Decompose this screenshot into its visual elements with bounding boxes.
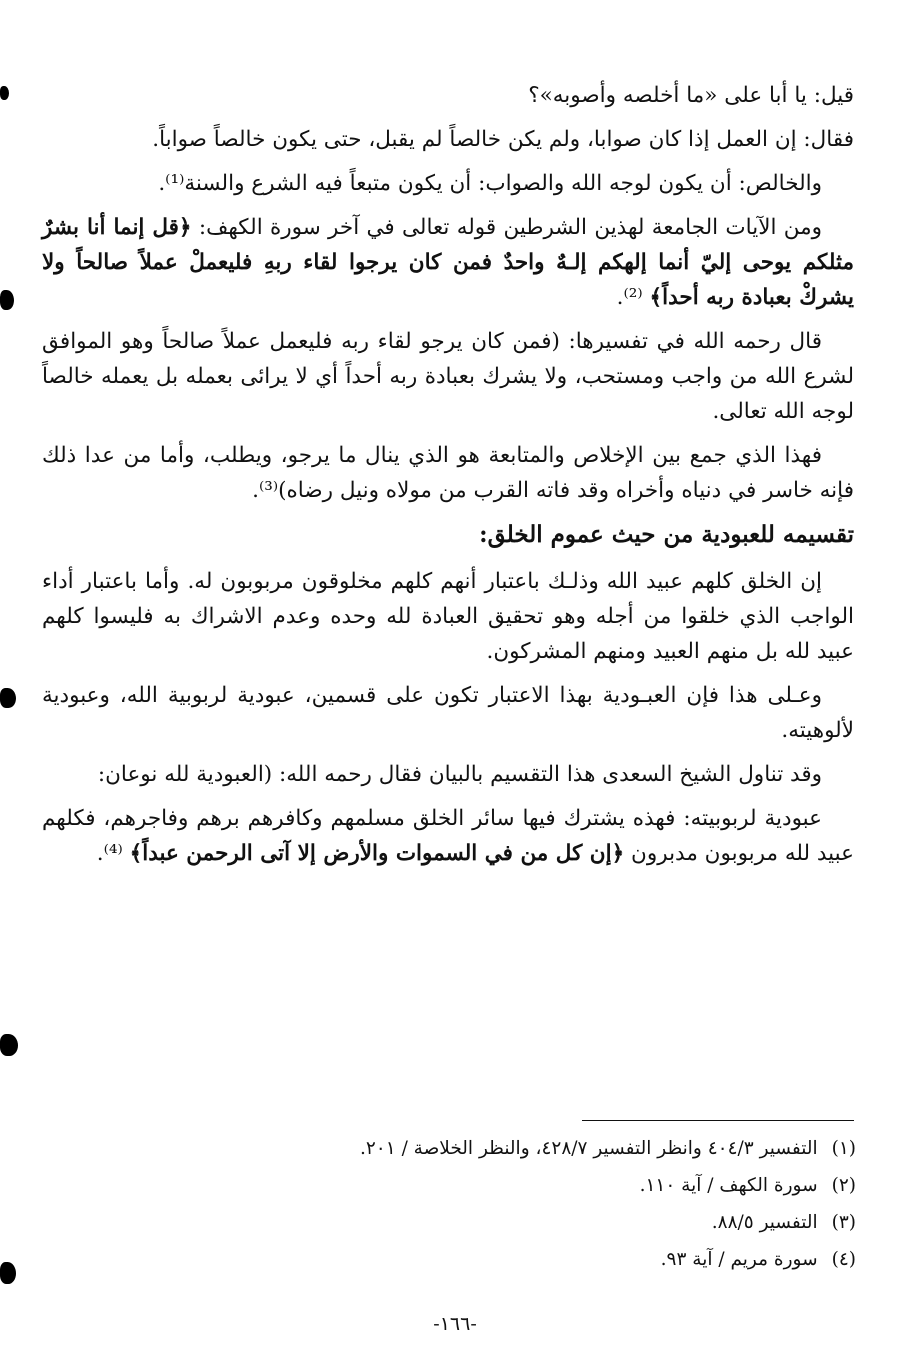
scan-mark	[0, 688, 16, 708]
footnote-ref: ⁽⁴⁾.	[96, 841, 123, 866]
footnote-separator	[582, 1120, 854, 1121]
paragraph: وعـلى هذا فإن العبـودية بهذا الاعتبار تكون على قسمين، عبودية لربوبية الله، وعبودية لألوهيته.	[42, 683, 854, 743]
footnote	[300, 1204, 856, 1241]
paragraph: قيل: يا أبا على «ما أخلصه وأصوبه»؟	[528, 83, 854, 108]
paragraph: والخالص: أن يكون لوجه الله والصواب: أن يكون متبعاً فيه الشرع والسنة⁽¹⁾.	[158, 171, 822, 196]
footnote-number: (٣)	[831, 1212, 856, 1233]
page-number: -١٦٦-	[433, 1313, 477, 1335]
section-heading: تقسيمه للعبودية من حيث عموم الخلق:	[479, 521, 854, 548]
footnotes	[300, 1130, 856, 1278]
scan-mark	[0, 86, 9, 100]
footnote-text: التفسير ٨٨/٥.	[711, 1212, 818, 1233]
paragraph-text: ومن الآيات الجامعة لهذين الشرطين قوله تعالى في آخر سورة الكهف:	[198, 215, 823, 240]
paragraph-kahf	[42, 210, 854, 315]
footnote-text: سورة مريم / آية ٩٣.	[660, 1249, 818, 1270]
footnote-text: سورة الكهف / آية ١١٠.	[639, 1175, 818, 1196]
paragraph-last	[42, 801, 854, 871]
paragraph: فقال: إن العمل إذا كان صوابا، ولم يكن خالصاً لم يقبل، حتى يكون خالصاً صواباً.	[152, 127, 854, 152]
quran-verse: ﴿قل إنما أنا بشرٌ مثلكم يوحى إليّ أنما إلهكم إلـهٌ واحدٌ فمن كان يرجوا لقاء ربهِ فليعملْ عملاً صالحاً ولا يشركْ بعبادة ربه أحداً﴾	[42, 215, 854, 310]
paragraph-text: عبودية لربوبيته: فهذه يشترك فيها سائر الخلق مسلمهم وكافرهم برهم وفاجرهم، فكلهم عبيد لله مربوبون مدبرون	[42, 806, 854, 866]
scan-mark	[0, 290, 14, 310]
main-text	[42, 78, 854, 880]
scan-mark	[0, 1262, 16, 1284]
footnote	[300, 1130, 856, 1167]
footnote	[300, 1241, 856, 1278]
footnote-number: (١)	[831, 1138, 856, 1159]
quran-verse: ﴿إن كل من في السموات والأرض إلا آتى الرحمن عبداً﴾	[129, 841, 625, 866]
paragraph: قال رحمه الله في تفسيرها: (فمن كان يرجو لقاء ربه فليعمل عملاً صالحاً وهو الموافق لشرع الله من واجب ومستحب، ولا يشرك بعبادة ربه أحداً أي لا يرائى بعمله بل يعمله خالصاً لوجه الله تعالى.	[42, 329, 854, 424]
paragraph: إن الخلق كلهم عبيد الله وذلـك باعتبار أنهم كلهم مخلوقون مربوبون له. وأما باعتبار أداء الواجب الذي خلقوا من أجله وهو تحقيق العبادة لله وحده وعدم الاشراك به فليسوا كلهم عبيد لله بل منهم العبيد ومنهم المشركون.	[42, 569, 854, 664]
footnote	[300, 1167, 856, 1204]
scan-mark	[0, 1034, 18, 1056]
paragraph: فهذا الذي جمع بين الإخلاص والمتابعة هو الذي ينال ما يرجو، ويطلب، وأما من عدا ذلك فإنه خاسر في دنياه وأخراه وقد فاته القرب من مولاه ونيل رضاه)⁽³⁾.	[42, 443, 854, 503]
footnote-text: التفسير ٤٠٤/٣ وانظر التفسير ٤٢٨/٧، والنظر الخلاصة / ٢٠١.	[359, 1138, 818, 1159]
footnote-number: (٢)	[831, 1175, 856, 1196]
footnote-number: (٤)	[831, 1249, 856, 1270]
paragraph: وقد تناول الشيخ السعدى هذا التقسيم بالبيان فقال رحمه الله: (العبودية لله نوعان:	[97, 762, 822, 787]
footnote-ref: ⁽²⁾.	[616, 285, 643, 310]
